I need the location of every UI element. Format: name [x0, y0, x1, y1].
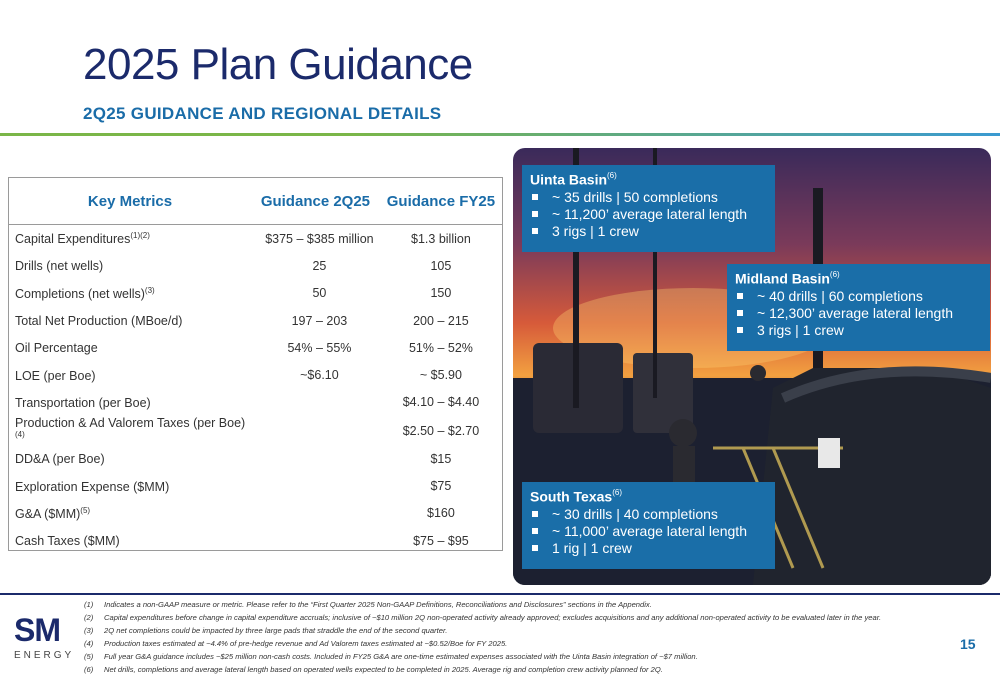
square-bullet-icon: [532, 545, 538, 551]
key-metrics-table: [8, 177, 503, 551]
table-row: [9, 307, 502, 334]
table-row: [9, 252, 502, 279]
south-texas-callout: [522, 482, 775, 569]
metric-cell: Cash Taxes ($MM): [15, 534, 120, 549]
guidance-fy25-cell: $75: [430, 479, 452, 494]
guidance-2q25-cell: 25: [312, 258, 327, 273]
square-bullet-icon: [737, 310, 743, 316]
square-bullet-icon: [737, 293, 743, 299]
metric-cell: G&A ($MM)$^{(5)}$: [15, 505, 91, 522]
square-bullet-icon: [532, 211, 538, 217]
square-bullet-icon: [532, 194, 538, 200]
page-number: 15: [960, 636, 976, 652]
guidance-fy25-cell: $75 – $95: [413, 533, 469, 548]
column-header-fy25: Guidance FY25: [380, 178, 502, 225]
guidance-fy25-cell: ~ $5.90: [419, 368, 462, 383]
square-bullet-icon: [532, 528, 538, 534]
metric-cell: Total Net Production (MBoe/d): [15, 314, 183, 329]
callout-title: Uinta Basin$^{(6)}$: [530, 171, 617, 188]
metric-cell: LOE (per Boe): [15, 368, 96, 383]
guidance-fy25-cell: $1.3 billion: [411, 231, 471, 246]
guidance-2q25-cell: ~$6.10: [300, 368, 339, 383]
square-bullet-icon: [532, 511, 538, 517]
guidance-2q25-cell: $375 – $385 million: [265, 231, 374, 246]
guidance-2q25-cell: [251, 527, 380, 554]
list-item: 1 rig | 1 crew: [530, 540, 767, 557]
guidance-fy25-cell: 105: [430, 258, 452, 273]
footnote: (2) Capital expenditures before change in capital expenditure accruals; inclusive of ~$10 million 2Q non-operated activity already approved; excludes acquisitions and any additional non-operated activity to be evaluated later in the year.: [84, 613, 882, 622]
guidance-fy25-cell: 150: [430, 286, 452, 301]
guidance-2q25-cell: [251, 416, 380, 445]
guidance-2q25-cell: [251, 389, 380, 416]
table-row: [9, 280, 502, 307]
metric-cell: Drills (net wells): [15, 259, 104, 274]
guidance-2q25-cell: 54% – 55%: [287, 340, 352, 355]
guidance-2q25-cell: 197 – 203: [291, 313, 348, 328]
metric-cell: Completions (net wells)$^{(3)}$: [15, 285, 155, 301]
metric-cell: Production & Ad Valorem Taxes (per Boe)$^{(4)}$: [15, 416, 246, 440]
metric-cell: DD&A (per Boe): [15, 452, 105, 467]
guidance-fy25-cell: 51% – 52%: [408, 340, 473, 355]
footnote: (3) 2Q net completions could be impacted by three large pads that straddle the end of the second quarter.: [84, 626, 448, 635]
table-row: [9, 334, 502, 361]
footer-divider: [0, 593, 1000, 595]
list-item: ~ 11,000’ average lateral length: [530, 523, 767, 540]
guidance-2q25-cell: [251, 445, 380, 472]
table-row: [9, 473, 502, 500]
guidance-fy25-cell: $15: [430, 451, 452, 466]
footnotes: [84, 598, 964, 676]
list-item: ~ 30 drills | 40 completions: [530, 506, 767, 523]
footnote: (1) Indicates a non-GAAP measure or metric. Please refer to the “First Quarter 2025 Non-GAAP Definitions, Reconciliations and Disclosures” sections in the Appendix.: [84, 600, 652, 609]
uinta-basin-callout: [522, 165, 775, 252]
midland-basin-callout: [727, 264, 990, 351]
table-row: [9, 500, 502, 527]
metric-cell: Exploration Expense ($MM): [15, 479, 170, 494]
guidance-2q25-cell: [251, 473, 380, 500]
footnote: (6) Net drills, completions and average lateral length based on operated wells expected to be completed in 2025. Average rig and completion crew activity planned for 2Q.: [84, 665, 663, 674]
list-item: ~ 12,300’ average lateral length: [735, 305, 982, 322]
list-item: ~ 11,200’ average lateral length: [530, 206, 767, 223]
callout-title: South Texas$^{(6)}$: [530, 488, 622, 505]
guidance-fy25-cell: 200 – 215: [413, 313, 469, 328]
guidance-fy25-cell: $4.10 – $4.40: [402, 395, 480, 410]
square-bullet-icon: [737, 327, 743, 333]
logo-mark: SM: [14, 612, 60, 648]
column-header-2q25: Guidance 2Q25: [251, 178, 380, 225]
guidance-fy25-cell: $2.50 – $2.70: [402, 423, 480, 438]
guidance-fy25-cell: $160: [427, 506, 455, 521]
guidance-2q25-cell: [251, 500, 380, 527]
table-row: [9, 527, 502, 554]
page-title: 2025 Plan Guidance: [83, 40, 473, 89]
table-row: [9, 389, 502, 416]
table-row: [9, 445, 502, 472]
list-item: ~ 40 drills | 60 completions: [735, 288, 982, 305]
list-item: ~ 35 drills | 50 completions: [530, 189, 767, 206]
metric-cell: Capital Expenditures$^{(1)(2)}$: [15, 231, 150, 247]
footnote: (5) Full year G&A guidance includes ~$25 million non-cash costs. Included in FY25 G&A are one-time estimated expenses associated with the Uinta Basin integration of ~$7 million.: [84, 652, 698, 661]
table-row: [9, 416, 502, 445]
metric-cell: Transportation (per Boe): [15, 396, 151, 410]
sm-energy-logo: [14, 614, 74, 661]
list-item: 3 rigs | 1 crew: [735, 322, 982, 339]
header-divider: [0, 133, 1000, 136]
column-header-metrics: Key Metrics: [9, 178, 251, 225]
table-row: [9, 361, 502, 388]
table-row: [9, 225, 502, 253]
guidance-2q25-cell: 50: [312, 286, 327, 301]
list-item: 3 rigs | 1 crew: [530, 223, 767, 240]
square-bullet-icon: [532, 228, 538, 234]
logo-wordmark: ENERGY: [14, 650, 75, 661]
callout-title: Midland Basin$^{(6)}$: [735, 270, 840, 287]
table-header-row: [9, 178, 502, 225]
footnote: (4) Production taxes estimated at ~4.4% of pre-hedge revenue and Ad Valorem taxes estimated at ~$0.52/Boe for FY 2025.: [84, 639, 508, 648]
page-subtitle: 2Q25 GUIDANCE AND REGIONAL DETAILS: [83, 104, 442, 123]
metric-cell: Oil Percentage: [15, 341, 98, 356]
